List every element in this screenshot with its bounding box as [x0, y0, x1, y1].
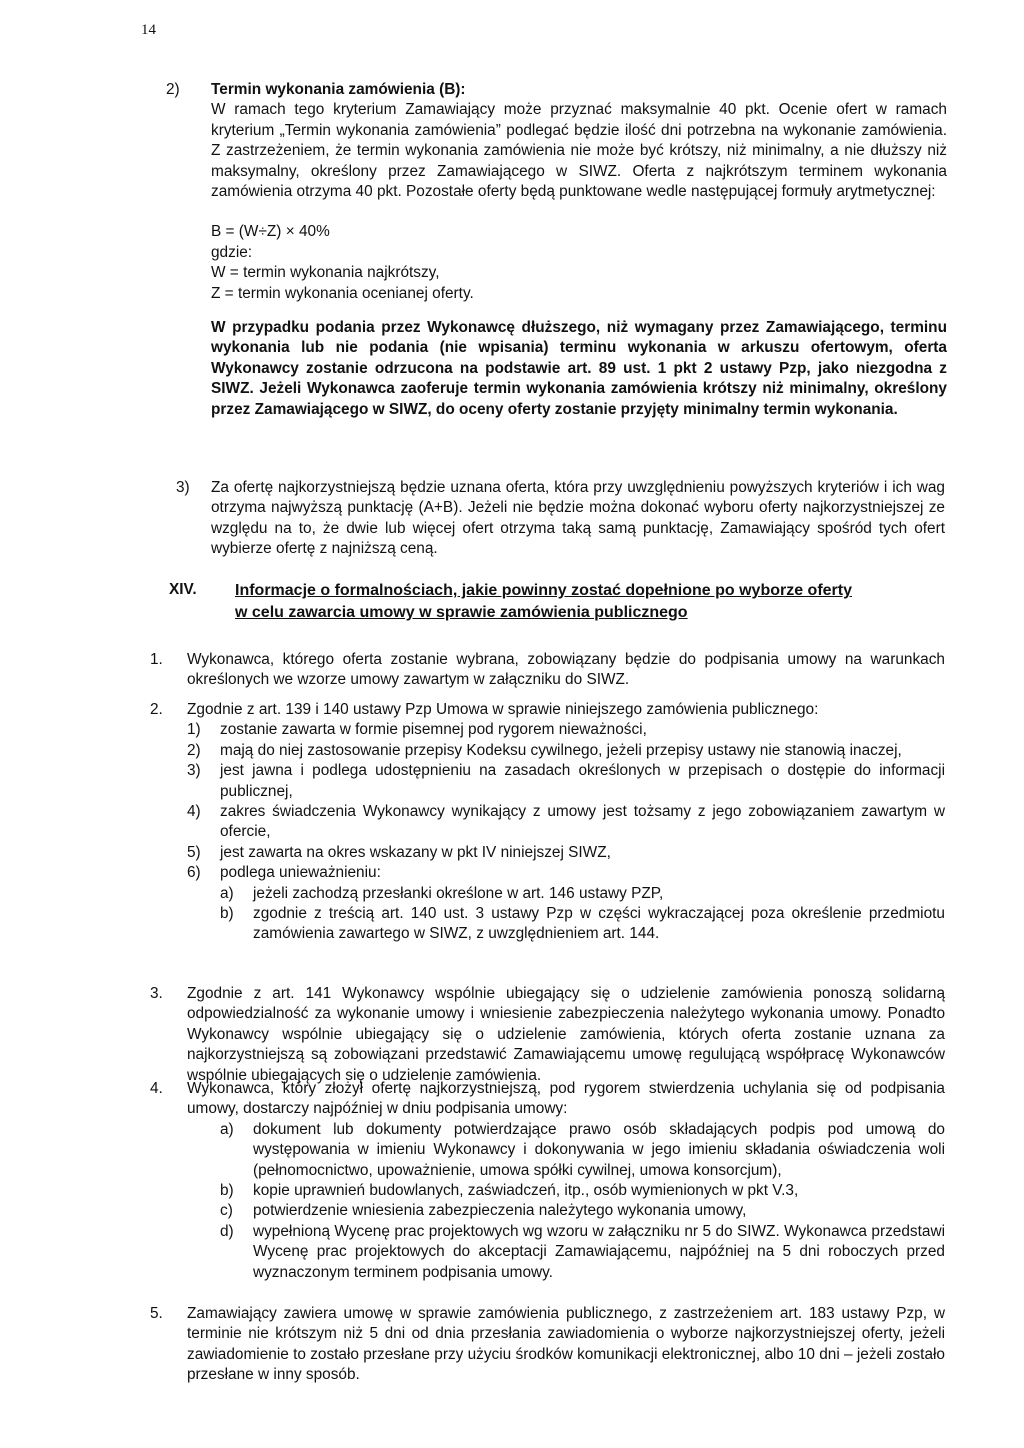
list-item [187, 863, 945, 883]
formula-z-definition: Z = termin wykonania ocenianej oferty. [211, 284, 474, 302]
sub-list-item-text: jeżeli zachodzą przesłanki określone w art. 146 ustawy PZP, [253, 884, 664, 902]
list-item-text: mają do niej zastosowanie przepisy Kodeksu cywilnego, jeżeli przepisy ustawy nie stanowią inaczej, [220, 741, 902, 759]
point-1-text: Wykonawca, którego oferta zostanie wybrana, zobowiązany będzie do podpisania umowy na warunkach określonych we wzorze umowy zawartym w załączniku do SIWZ. [187, 651, 945, 689]
best-offer-text: Za ofertę najkorzystniejszą będzie uznana oferta, która przy uwzględnieniu powyższych kryteriów i ich wag otrzyma najwyższą punktację (A+B). Jeżeli nie będzie można dokonać wyboru oferty najkorzystniejszej ze względu na to, że dwie lub więcej ofert otrzyma taką samą punktację, Zamawiający spośród tych ofert wybierze ofertę z najniższą ceną. [211, 479, 945, 558]
list-item-number: 2) [187, 741, 201, 759]
list-item-text: kopie uprawnień budowlanych, zaświadczeń, itp., osób wymienionych w pkt V.3, [253, 1182, 799, 1200]
point-3 [150, 984, 945, 1086]
list-item-text: zakres świadczenia Wykonawcy wynikający z umowy jest tożsamy z jego zobowiązaniem zawartym w ofercie, [220, 803, 945, 841]
sub-list-item-letter: b) [220, 905, 234, 923]
list-item [187, 741, 945, 761]
best-offer-number: 3) [176, 479, 190, 496]
sub-list-item-text: zgodnie z treścią art. 140 ust. 3 ustawy Pzp w części wykraczającej poza określenie przedmiotu zamówienia zawartego w SIWZ, z uwzględnieniem art. 144. [253, 905, 945, 943]
formula-where: gdzie: [211, 243, 253, 261]
section-heading [169, 580, 949, 624]
criterion-b-title: Termin wykonania zamówienia (B): [211, 81, 466, 98]
section-title-line1: Informacje o formalnościach, jakie powinny zostać dopełnione po wyborze oferty [235, 582, 853, 599]
point-4 [150, 1079, 945, 1283]
criterion-b-description: W ramach tego kryterium Zamawiający może przyznać maksymalnie 40 pkt. Ocenie ofert w ramach kryterium „Termin wykonania zamówienia” podlegać będzie ilość dni potrzebna na wykonanie zamówienia. Z zastrzeżeniem, że termin wykonania zamówienia nie może być krótszy, niż minimalny, a nie dłuższy niż maksymalny, określony przez Zamawiającego w SIWZ. Oferta z najkrótszym terminem wykonania zamówienia otrzyma 40 pkt. Pozostałe oferty będą punktowane wedle następującej formuły arytmetycznej: [211, 101, 947, 201]
point-5-text: Zamawiający zawiera umowę w sprawie zamówienia publicznego, z zastrzeżeniem art. 183 ustawy Pzp, w terminie nie krótszym niż 5 dni od dnia przesłania zawiadomienia o wyborze najkorzystniejszej oferty, jeżeli zawiadomienie to zostało przesłane przy użyciu środków komunikacji elektronicznej, albo 10 dni – jeżeli zostało przesłane w inny sposób. [187, 1305, 945, 1384]
list-item-letter: d) [220, 1222, 234, 1240]
sub-list-item [220, 904, 945, 945]
best-offer-rule [176, 478, 945, 560]
sub-list-item-letter: a) [220, 884, 234, 902]
sub-list-item [220, 884, 945, 904]
point-3-text: Zgodnie z art. 141 Wykonawcy wspólnie ubiegający się o udzielenie zamówienia ponoszą solidarną odpowiedzialność za wykonanie umowy i wniesienie zabezpieczenia należytego wykonania umowy. Ponadto Wykonawcy wspólnie ubiegający się o udzielenie zamówienia, których oferta zostanie uznana za najkorzystniejszą są zobowiązani przedstawić Zamawiającemu umowę regulującą współpracę Wykonawców wspólnie ubiegających się o udzielenie zamówienia. [187, 985, 945, 1084]
list-item-letter: a) [220, 1120, 234, 1138]
formula: B = (W÷Z) × 40% [211, 223, 330, 241]
list-item-text: zostanie zawarta w formie pisemnej pod rygorem nieważności, [220, 721, 647, 739]
point-5-number: 5. [150, 1305, 163, 1322]
list-item-number: 4) [187, 803, 201, 821]
point-5 [150, 1304, 945, 1386]
list-item [187, 843, 945, 863]
list-item-text: jest zawarta na okres wskazany w pkt IV niniejszej SIWZ, [220, 843, 611, 861]
rejection-rule: W przypadku podania przez Wykonawcę dłuższego, niż wymagany przez Zamawiającego, terminu wykonania lub nie podania (nie wpisania) terminu wykonania w arkuszu ofertowym, oferta Wykonawcy zostanie odrzucona na podstawie art. 89 ust. 1 pkt 2 ustawy Pzp, jako niezgodna z SIWZ. Jeżeli Wykonawca zaoferuje termin wykonania zamówienia krótszy niż minimalny, określony przez Zamawiającego w SIWZ, do oceny oferty zostanie przyjęty minimalny termin wykonania. [211, 319, 947, 418]
list-item-letter: c) [220, 1202, 233, 1220]
criterion-b-section [166, 80, 947, 420]
formula-w-definition: W = termin wykonania najkrótszy, [211, 264, 440, 282]
list-item-letter: b) [220, 1182, 234, 1200]
point-1-number: 1. [150, 651, 163, 668]
list-item-text: dokument lub dokumenty potwierdzające prawo osób składających podpis pod umową do występowania w imieniu Wykonawcy i dokonywania w jego imieniu składania oświadczenia woli (pełnomocnictwo, upoważnienie, umowa spółki cywilnej, umowa konsorcjum), [253, 1120, 945, 1179]
point-2-number: 2. [150, 701, 163, 718]
list-item [220, 1181, 945, 1201]
point-4-intro: Wykonawca, który złożył ofertę najkorzystniejszą, pod rygorem stwierdzenia uchylania się od podpisania umowy, dostarczy najpóźniej w dniu podpisania umowy: [187, 1080, 945, 1118]
list-item [187, 802, 945, 843]
point-2 [150, 700, 945, 945]
list-item-number: 1) [187, 721, 201, 739]
point-4-number: 4. [150, 1080, 163, 1097]
list-item-text: potwierdzenie wniesienia zabezpieczenia należytego wykonania umowy, [253, 1202, 747, 1220]
page-number: 14 [141, 22, 156, 38]
point-1 [150, 650, 945, 691]
section-title-line2: w celu zawarcia umowy w sprawie zamówienia publicznego [235, 604, 688, 621]
list-item-number: 3) [187, 762, 201, 780]
list-item [187, 720, 945, 740]
criterion-b-number: 2) [166, 81, 180, 98]
point-2-intro: Zgodnie z art. 139 i 140 ustawy Pzp Umowa w sprawie niniejszego zamówienia publicznego: [187, 701, 819, 718]
list-item [220, 1222, 945, 1283]
list-item-number: 6) [187, 864, 201, 882]
list-item-number: 5) [187, 843, 201, 861]
list-item-text: jest jawna i podlega udostępnieniu na zasadach określonych w przepisach o dostępie do informacji publicznej, [220, 762, 945, 800]
list-item [220, 1120, 945, 1181]
list-item-text: wypełnioną Wycenę prac projektowych wg wzoru w załączniku nr 5 do SIWZ. Wykonawca przedstawi Wycenę prac projektowych do akceptacji Zamawiającemu, najpóźniej na 5 dni roboczych przed wyznaczonym terminem podpisania umowy. [253, 1222, 945, 1281]
list-item [187, 761, 945, 802]
list-item [220, 1201, 945, 1221]
point-3-number: 3. [150, 985, 163, 1002]
list-item-text: podlega unieważnieniu: [220, 864, 381, 882]
section-roman-numeral: XIV. [169, 581, 197, 598]
